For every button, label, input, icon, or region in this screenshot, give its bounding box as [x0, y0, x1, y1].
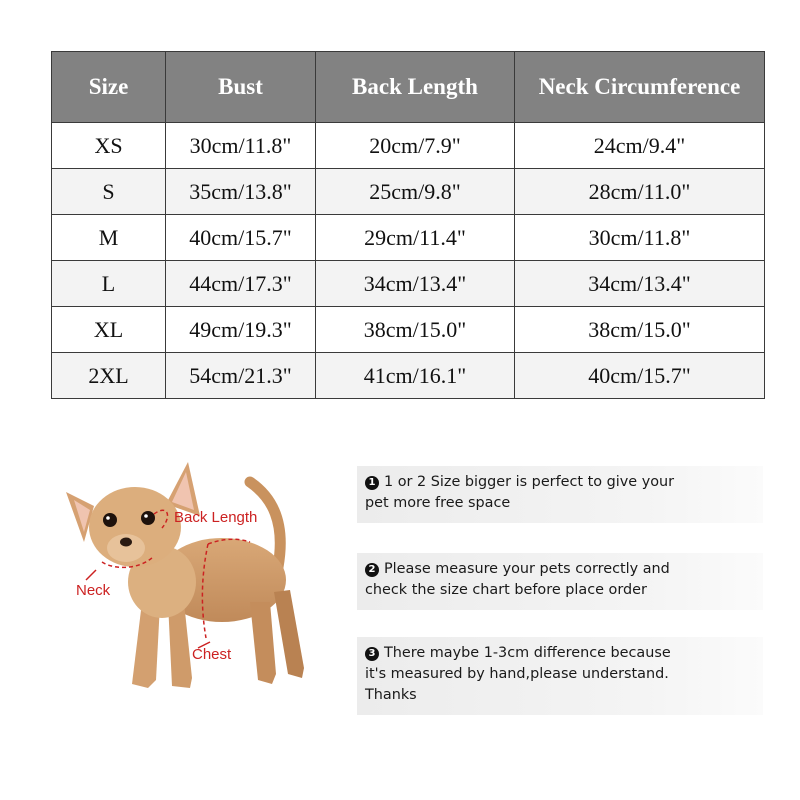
number-1-icon: 1: [365, 476, 379, 490]
table-cell: 38cm/15.0": [316, 307, 515, 353]
table-cell: 40cm/15.7": [515, 353, 765, 399]
column-header: Size: [52, 52, 166, 123]
table-header-row: [52, 52, 765, 123]
table-cell: 34cm/13.4": [515, 261, 765, 307]
table-row: [52, 215, 765, 261]
table-row: [52, 353, 765, 399]
table-cell: 2XL: [52, 353, 166, 399]
table-cell: 29cm/11.4": [316, 215, 515, 261]
note-text-line: There maybe 1-3cm difference because: [384, 645, 671, 661]
table-cell: 49cm/19.3": [166, 307, 316, 353]
number-3-icon: 3: [365, 647, 379, 661]
dog-measurement-figure: [50, 452, 350, 707]
table-cell: 25cm/9.8": [316, 169, 515, 215]
table-cell: XS: [52, 123, 166, 169]
table-cell: 28cm/11.0": [515, 169, 765, 215]
table-row: [52, 261, 765, 307]
column-header: Back Length: [316, 52, 515, 123]
table-cell: 30cm/11.8": [166, 123, 316, 169]
table-row: [52, 307, 765, 353]
note-text-line: it's measured by hand,please understand.: [365, 666, 669, 682]
column-header: Bust: [166, 52, 316, 123]
table-cell: XL: [52, 307, 166, 353]
table-cell: 40cm/15.7": [166, 215, 316, 261]
table-cell: M: [52, 215, 166, 261]
note-text-line: 1 or 2 Size bigger is perfect to give your: [384, 474, 675, 490]
note-text-line: check the size chart before place order: [365, 582, 647, 598]
table-cell: L: [52, 261, 166, 307]
note-text-line: Thanks: [365, 687, 417, 703]
note-text-line: Please measure your pets correctly and: [384, 561, 670, 577]
table-cell: 44cm/17.3": [166, 261, 316, 307]
dog-illustration: [50, 452, 350, 707]
table-cell: 30cm/11.8": [515, 215, 765, 261]
table-cell: 24cm/9.4": [515, 123, 765, 169]
note-size-tip: [357, 466, 763, 523]
number-2-icon: 2: [365, 563, 379, 577]
column-header: Neck Circumference: [515, 52, 765, 123]
neck-label: Neck: [76, 582, 111, 599]
table-cell: 34cm/13.4": [316, 261, 515, 307]
table-cell: 20cm/7.9": [316, 123, 515, 169]
table-row: [52, 169, 765, 215]
note-difference-tip: [357, 637, 763, 715]
note-text-line: pet more free space: [365, 495, 511, 511]
table-cell: 54cm/21.3": [166, 353, 316, 399]
back-length-label: Back Length: [174, 509, 258, 526]
table-cell: 35cm/13.8": [166, 169, 316, 215]
chest-label: Chest: [192, 646, 232, 663]
table-row: [52, 123, 765, 169]
table-cell: S: [52, 169, 166, 215]
table-cell: 38cm/15.0": [515, 307, 765, 353]
table-cell: 41cm/16.1": [316, 353, 515, 399]
size-chart-table: [51, 51, 765, 399]
note-measure-tip: [357, 553, 763, 610]
